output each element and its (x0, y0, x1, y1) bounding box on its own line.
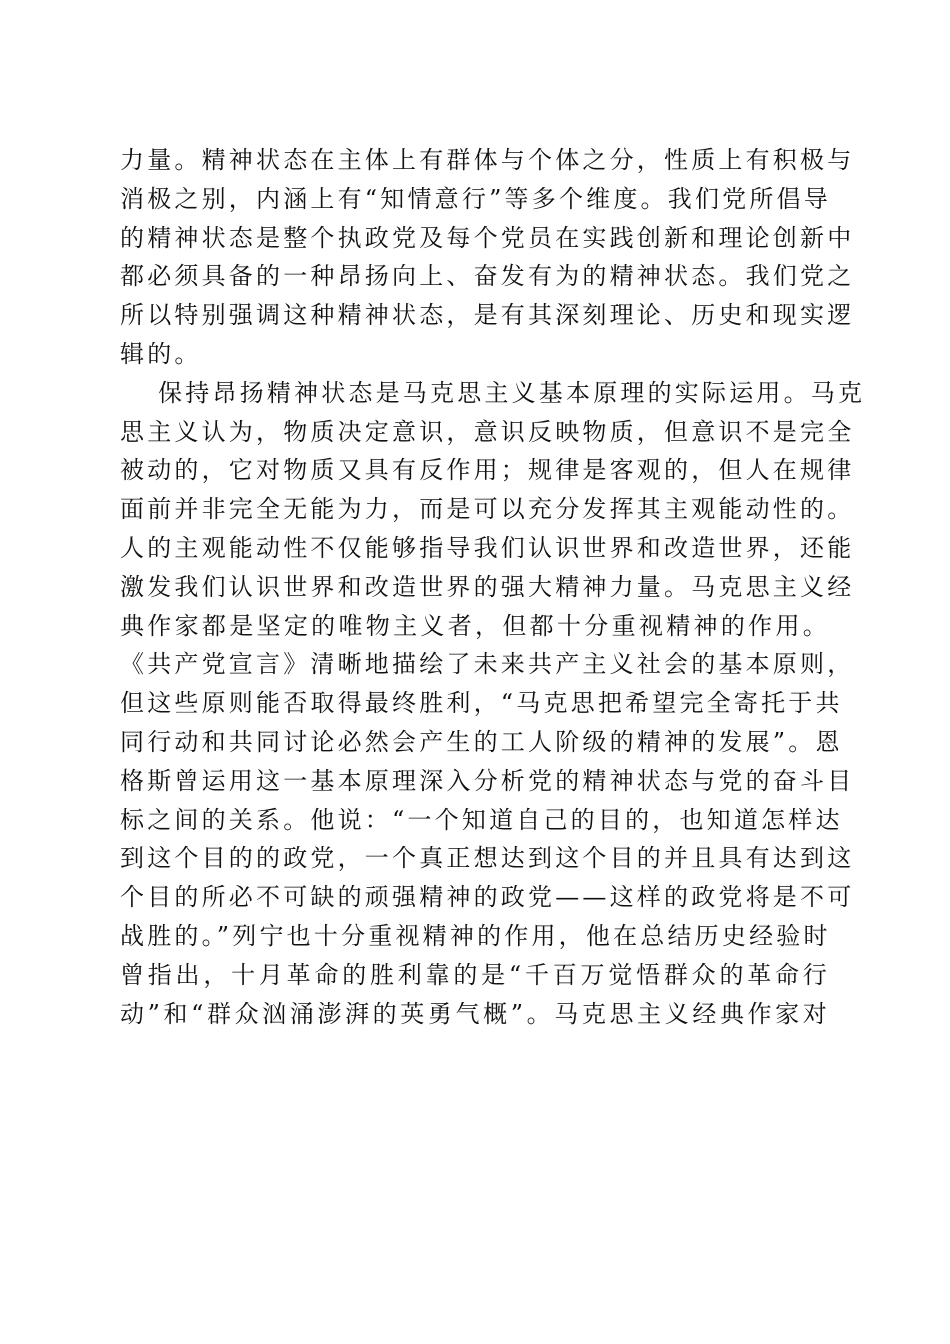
text-line: 所以特别强调这种精神状态，是有其深刻理论、历史和现实逻 (120, 301, 855, 330)
text-line: 思主义认为，物质决定意识，意识反映物质，但意识不是完全 (120, 417, 855, 446)
text-line: 《共产党宣言》清晰地描绘了未来共产主义社会的基本原则， (120, 650, 855, 679)
text-line: 曾指出，十月革命的胜利靠的是“千百万觉悟群众的革命行 (120, 960, 830, 989)
text-line: 到这个目的的政党，一个真正想达到这个目的并且具有达到这 (120, 844, 855, 873)
text-line: 被动的，它对物质又具有反作用；规律是客观的，但人在规律 (120, 456, 855, 485)
text-line: 面前并非完全无能为力，而是可以充分发挥其主观能动性的。 (120, 495, 855, 524)
paragraph-2 (120, 374, 866, 1034)
text-line: 人的主观能动性不仅能够指导我们认识世界和改造世界，还能 (120, 533, 855, 562)
text-line: 典作家都是坚定的唯物主义者，但都十分重视精神的作用。 (120, 611, 830, 640)
text-line: 战胜的。”列宁也十分重视精神的作用，他在总结历史经验时 (120, 921, 831, 950)
text-line: 辑的。 (120, 339, 202, 368)
text-line: 力量。精神状态在主体上有群体与个体之分，性质上有积极与 (120, 146, 855, 174)
text-line: 的精神状态是整个执政党及每个党员在实践创新和理论创新中 (120, 223, 855, 252)
text-line: 消极之别，内涵上有“知情意行”等多个维度。我们党所倡导 (120, 184, 831, 213)
text-line: 个目的所必不可缺的顽强精神的政党——这样的政党将是不可 (120, 883, 855, 912)
document-body (120, 141, 866, 1033)
text-line: 格斯曾运用这一基本原理深入分析党的精神状态与党的奋斗目 (120, 766, 855, 795)
text-line: 但这些原则能否取得最终胜利，“马克思把希望完全寄托于共 (120, 689, 843, 718)
text-line: 动”和“群众汹涌澎湃的英勇气概”。马克思主义经典作家对 (120, 999, 830, 1028)
text-line: 都必须具备的一种昂扬向上、奋发有为的精神状态。我们党之 (120, 262, 855, 291)
text-line: 激发我们认识世界和改造世界的强大精神力量。马克思主义经 (120, 572, 855, 601)
paragraph-1 (120, 141, 855, 374)
text-line: 保持昂扬精神状态是马克思主义基本原理的实际运用。马克 (158, 378, 866, 407)
text-line: 标之间的关系。他说：“一个知道自己的目的，也知道怎样达 (120, 805, 843, 834)
text-line: 同行动和共同讨论必然会产生的工人阶级的精神的发展”。恩 (120, 727, 843, 756)
